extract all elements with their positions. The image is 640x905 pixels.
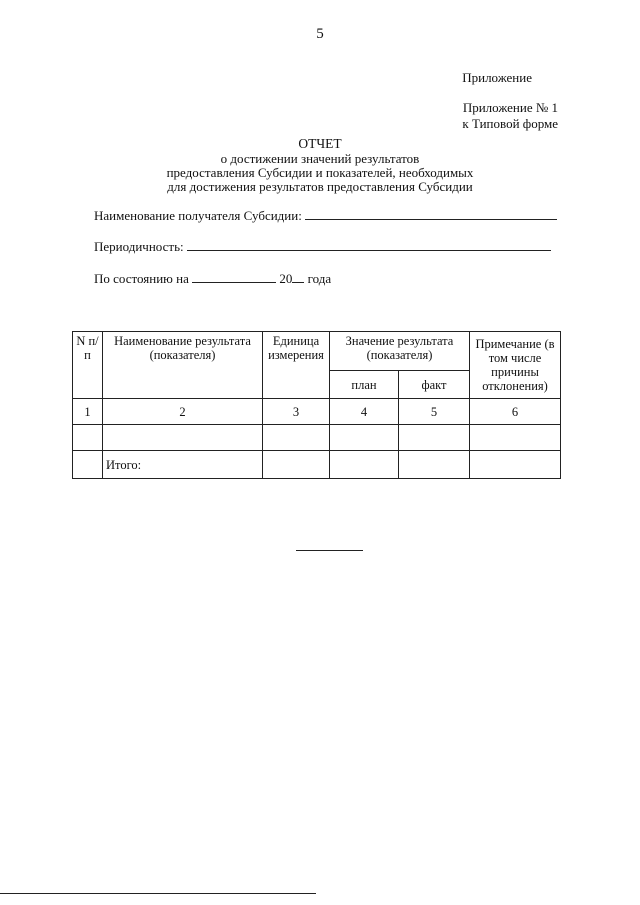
table-cell[interactable]	[330, 451, 399, 479]
header-value: Значение результата (показателя)	[330, 332, 470, 371]
table-cell[interactable]	[399, 425, 470, 451]
table-cell[interactable]	[470, 425, 561, 451]
header-note: Примечание (в том числе причины отклонения)	[470, 332, 561, 399]
column-number: 1	[73, 399, 103, 425]
report-title-line3: для достижения результатов предоставления Субсидии	[167, 179, 473, 194]
report-title-line1: о достижении значений результатов	[220, 151, 420, 166]
appendix-ref-line2: к Типовой форме	[462, 116, 558, 131]
periodicity-field	[94, 239, 551, 255]
column-number: 3	[263, 399, 330, 425]
report-heading: ОТЧЕТ	[298, 136, 342, 151]
column-number: 6	[470, 399, 561, 425]
year-prefix: 20	[279, 271, 293, 286]
footer-line	[0, 893, 316, 894]
table-cell[interactable]	[470, 451, 561, 479]
table-cell[interactable]	[103, 425, 263, 451]
column-number: 5	[399, 399, 470, 425]
table-cell[interactable]	[399, 451, 470, 479]
table-cell[interactable]	[73, 451, 103, 479]
total-row	[73, 451, 561, 479]
appendix-ref-line1: Приложение № 1	[462, 100, 558, 115]
table-cell[interactable]	[73, 425, 103, 451]
year-suffix: года	[307, 271, 332, 286]
table-row	[73, 425, 561, 451]
recipient-field	[94, 208, 557, 224]
table-header-row	[73, 332, 561, 371]
table-cell[interactable]	[263, 451, 330, 479]
periodicity-input-line[interactable]	[187, 239, 551, 251]
header-unit: Единица измерения	[263, 332, 330, 399]
header-name: Наименование результата (показателя)	[103, 332, 263, 399]
as-of-label: По состоянию на	[94, 271, 189, 286]
appendix-reference	[462, 100, 558, 132]
periodicity-label: Периодичность:	[94, 239, 184, 254]
page-number: 5	[316, 26, 324, 42]
as-of-date-line[interactable]	[192, 271, 276, 283]
report-title	[150, 137, 490, 194]
recipient-label: Наименование получателя Субсидии:	[94, 208, 302, 223]
header-plan: план	[330, 371, 399, 399]
table-cell[interactable]	[330, 425, 399, 451]
appendix-label: Приложение	[462, 70, 532, 85]
header-fact: факт	[399, 371, 470, 399]
end-separator-line	[296, 550, 363, 551]
column-number: 4	[330, 399, 399, 425]
as-of-field	[94, 271, 331, 287]
recipient-input-line[interactable]	[305, 208, 557, 220]
report-table	[72, 331, 561, 479]
total-label: Итого:	[103, 451, 263, 479]
header-num: N п/п	[73, 332, 103, 399]
column-number-row	[73, 399, 561, 425]
column-number: 2	[103, 399, 263, 425]
year-input-line[interactable]	[292, 271, 304, 283]
report-title-line2: предоставления Субсидии и показателей, необходимых	[166, 165, 474, 180]
table-cell[interactable]	[263, 425, 330, 451]
